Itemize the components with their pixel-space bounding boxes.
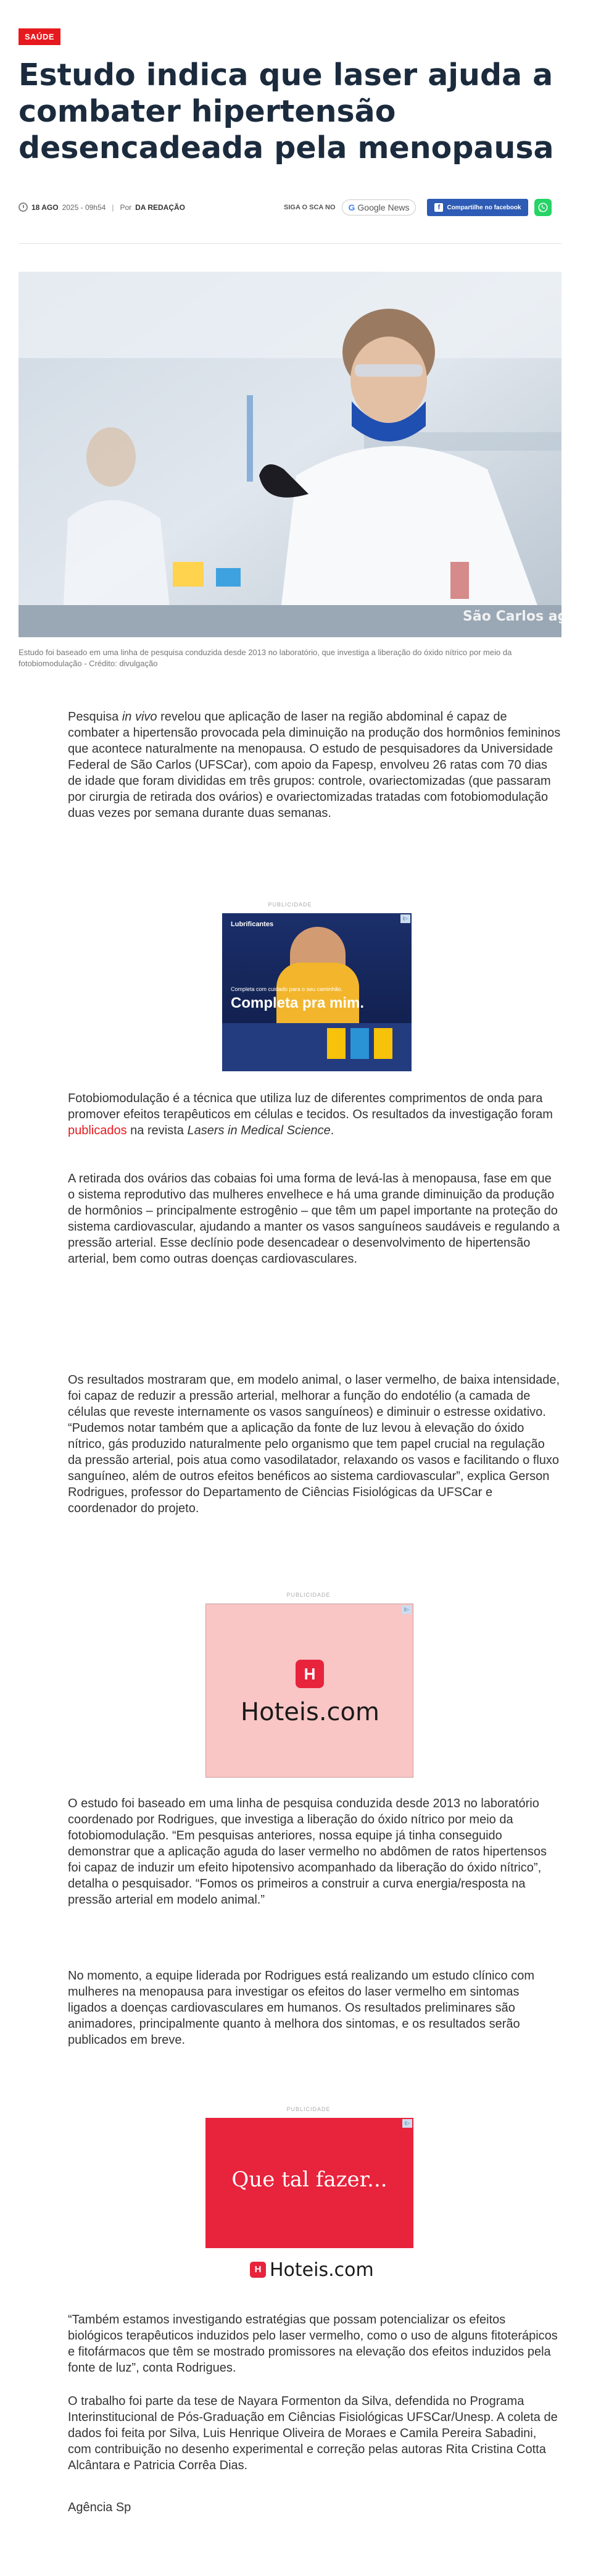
ad-banner-hoteis-2[interactable] [205,2118,413,2291]
hero-image [19,272,593,637]
section-tag[interactable]: SAÚDE [19,28,60,45]
paragraph-2 [68,1090,561,1139]
p2-lead: Fotobiomodulação é a técnica que utiliza luz de diferentes comprimentos de onda para promover efeitos terapêuticos em células e tecidos. Os resultados da investigação foram [68,1092,553,1121]
paragraph-5: O estudo foi baseado em uma linha de pesquisa conduzida desde 2013 no laboratório coordenado por Rodrigues, que investiga a liberação do óxido nítrico por meio da fotobiomodulação. “Em pesquisas anteriores, nossa equipe já tinha conseguido demonstrar que a aplicação aguda do laser vermelho no abdômen de ratos hipertensos foi capaz de induzir um efeito hipotensivo acompanhado da liberação do óxido nítrico”, detalha o pesquisador. “Fomos os primeiros a construir a curva energia/resposta na pressão arterial em modelo animal.” [68,1797,547,1907]
article-meta [19,203,185,212]
p2-journal: Lasers in Medical Science [187,1124,331,1137]
ad2-background [206,1604,413,1777]
ad1-brand: Lubrificantes [231,921,274,928]
publish-date: 18 AGO [31,203,59,212]
byline-prefix: Por [120,203,132,212]
ad1-products [222,1023,412,1071]
article-signature: Agência Sp [68,2501,131,2514]
ad-banner-lubrificantes[interactable] [222,913,412,1071]
whatsapp-share-button[interactable] [534,199,552,216]
adchoices-icon[interactable]: i▷ [400,914,410,923]
paragraph-1 [68,709,561,821]
facebook-icon: f [434,203,443,212]
ad1-tagline: Completa com cuidado para o seu caminhão. [231,986,343,992]
p1-lead: Pesquisa [68,710,122,724]
share-bar [284,199,552,216]
hoteis-logo-icon: H [250,2262,266,2278]
ad-label-2: PUBLICIDADE [286,1592,331,1598]
lab-scene-illustration [19,272,593,637]
p1-rest: revelou que aplicação de laser na região abdominal é capaz de combater a hipertensão provocada pela diminuição na produção dos hormônios femininos que acontece naturalmente na menopausa. O estudo de pesquisadores da Universidade Federal de São Carlos (UFSCar), com apoio da Fapesp, envolveu 26 ratas com 70 dias de idade que foram divididas em três grupos: controle, ovariectomizadas (que passaram por cirurgia de retirada dos ovários) e ovariectomizadas tratadas com fotobiomodulação duas vezes por semana durante duas semanas. [68,710,561,820]
ad-banner-hoteis-1[interactable] [205,1604,413,1778]
paragraph-7: “Também estamos investigando estratégias que possam potencializar os efeitos biológicos terapêuticos induzidos pelo laser vermelho, como o uso de alguns fitoterápicos e fitofármacos que têm se mostrado promissores na elevação dos efeitos induzidos pela fonte de luz”, conta Rodrigues. [68,2313,558,2375]
ad2-brand: Hoteis.com [241,1698,379,1726]
author-name[interactable]: DA REDAÇÃO [135,203,186,212]
ad1-headline: Completa pra mim. [231,995,365,1011]
google-news-button[interactable] [342,199,416,215]
google-news-label: Google News [357,203,410,212]
watermark: São Carlos agora [463,609,593,624]
ad-label-1: PUBLICIDADE [268,901,312,908]
ad-label-3: PUBLICIDADE [286,2106,331,2112]
ad1-person-shirt [276,963,359,1024]
publicados-link[interactable]: publicados [68,1124,127,1137]
facebook-share-button[interactable] [427,199,528,216]
article-title: Estudo indica que laser ajuda a combater hipertensão desencadeada pela menopausa [19,57,554,165]
whatsapp-icon [537,202,549,213]
p2-end: . [330,1124,334,1137]
facebook-share-label: Compartilhe no facebook [447,204,521,211]
ad3-footer [205,2248,413,2291]
publish-time: 2025 - 09h54 [62,203,106,212]
clock-icon [19,203,28,212]
meta-separator: | [112,203,114,212]
ad3-headline: Que tal fazer... [231,2167,387,2192]
p2-mid: na revista [126,1124,188,1137]
adchoices-icon[interactable]: i▷ [402,2119,412,2128]
header-divider [19,243,561,244]
paragraph-4: Os resultados mostraram que, em modelo animal, o laser vermelho, de baixa intensidade, foi capaz de reduzir a pressão arterial, melhorar a função do endotélio (a camada de células que reveste internamente os vasos sanguíneos) e diminuir o estresse oxidativo. “Pudemos notar também que a aplicação da fonte de luz levou à elevação do óxido nítrico, gás produzido naturalmente pelo organismo que tem papel crucial na regulação da pressão arterial, pois atua como vasodilatador, relaxando os vasos e facilitando o fluxo sanguíneo, além de outros efeitos benéficos ao sistema cardiovascular”, explica Gerson Rodrigues, professor do Departamento de Ciências Fisiológicas da UFSCar e coordenador do projeto. [68,1373,560,1515]
adchoices-icon[interactable]: i▷ [402,1605,412,1614]
google-logo-icon: G [348,203,355,212]
follow-label: SIGA O SCA NO [284,204,336,211]
p1-italic: in vivo [122,710,157,724]
image-caption: Estudo foi baseado em uma linha de pesquisa conduzida desde 2013 no laboratório, que investiga a liberação do óxido nítrico por meio da fotobiomodulação - Crédito: divulgação [19,648,512,668]
paragraph-6: No momento, a equipe liderada por Rodrigues está realizando um estudo clínico com mulheres na menopausa para investigar os efeitos do laser vermelho em sintomas ligados a doenças cardiovasculares em humanos. Os resultados preliminares são animadores, principalmente quanto à melhora dos sintomas, e os resultados serão publicados em breve. [68,1969,534,2047]
ad3-brand: Hoteis.com [270,2259,374,2281]
paragraph-8: O trabalho foi parte da tese de Nayara Formenton da Silva, defendida no Programa Interinstitucional de Pós-Graduação em Ciências Fisiológicas UFSCar/Unesp. A coleta de dados foi feita por Silva, Luis Henrique Oliveira de Moraes e Camila Pereira Sabadini, com contribuição no desenho experimental e correção pelas autoras Rita Cristina Cotta Alcântara e Patricia Corrêa Dias. [68,2394,558,2472]
hoteis-logo-icon: H [296,1660,324,1688]
paragraph-3: A retirada dos ovários das cobaias foi uma forma de levá-las à menopausa, fase em que o sistema reprodutivo das mulheres envelhece e há uma grande diminuição da produção de hormônios – principalmente estrogênio – que têm um papel importante na proteção do sistema cardiovascular, ajudando a manter os vasos sanguíneos saudáveis e regulando a pressão arterial. Esse declínio pode desencadear o desenvolvimento de hipertensão arterial, bem como outras doenças cardiovasculares. [68,1172,560,1266]
